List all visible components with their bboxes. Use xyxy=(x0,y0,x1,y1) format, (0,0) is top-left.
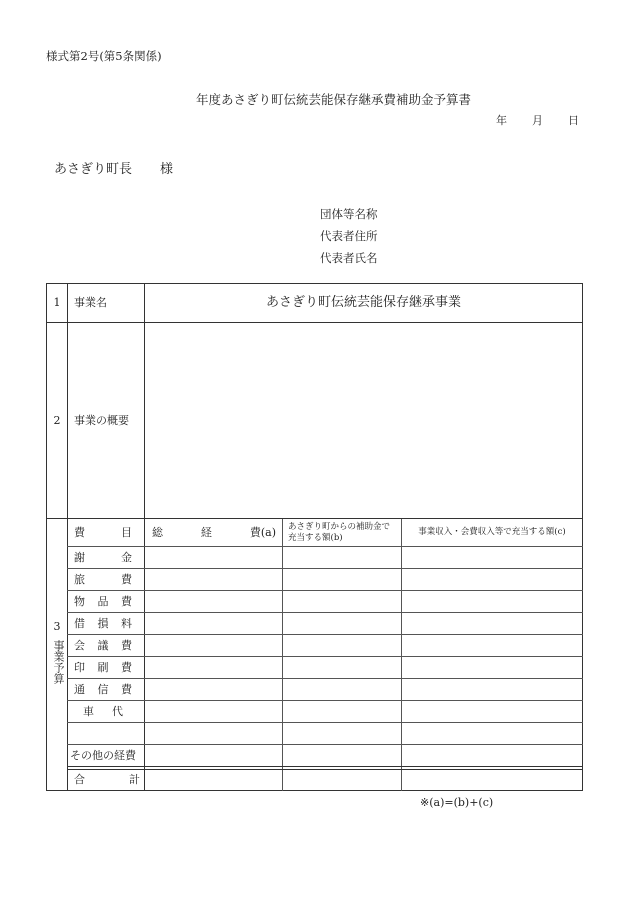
budget-row-sep xyxy=(67,612,583,613)
budget-item-char: 車 xyxy=(83,704,94,718)
date-year-label: 年 xyxy=(496,114,507,127)
budget-item-label xyxy=(74,657,132,678)
col-header-total-char: 経 xyxy=(200,525,212,539)
budget-item-label xyxy=(74,591,132,612)
col-header-subsidy: あさぎり町からの補助金で充当する額(b) xyxy=(288,522,391,543)
budget-item-char: 刷 xyxy=(97,660,109,674)
total-row-label xyxy=(74,770,140,790)
budget-item-char: 旅 xyxy=(74,572,85,586)
addressee-honorific: 様 xyxy=(160,162,174,177)
total-row-sep-upper xyxy=(67,766,583,767)
table-col-sep-subsidy xyxy=(401,518,402,791)
budget-item-char: 費 xyxy=(121,572,132,586)
budget-row-sep xyxy=(67,722,583,723)
budget-row-sep xyxy=(67,590,583,591)
formula-footnote: ※(a)=(b)+(c) xyxy=(420,796,494,809)
table-border-bottom xyxy=(46,790,583,791)
budget-item-label xyxy=(74,635,132,656)
budget-item-char: 通 xyxy=(74,682,85,696)
date-month-label: 月 xyxy=(532,114,543,127)
date-day-label: 日 xyxy=(568,114,579,127)
row1-number: 1 xyxy=(53,296,61,310)
table-border-right xyxy=(582,283,583,791)
row2-label: 事業の概要 xyxy=(74,413,129,427)
table-col-sep-total xyxy=(282,518,283,791)
budget-item-char: 議 xyxy=(97,638,109,652)
row2-number: 2 xyxy=(53,413,61,427)
row3-number: 3 xyxy=(53,620,61,634)
budget-item-label xyxy=(74,547,132,568)
document-title: 年度あさぎり町伝統芸能保存継承費補助金予算書 xyxy=(196,92,472,107)
budget-item-char: 料 xyxy=(121,616,132,630)
budget-row-sep xyxy=(67,744,583,745)
form-number: 様式第2号(第5条関係) xyxy=(46,49,162,63)
budget-item-char: 品 xyxy=(97,594,109,608)
budget-item-char: 費 xyxy=(121,660,132,674)
budget-item-char: 印 xyxy=(74,660,85,674)
budget-item-label xyxy=(74,679,132,700)
budget-row-sep xyxy=(67,634,583,635)
budget-item-char: 損 xyxy=(97,616,109,630)
budget-item-char: 費 xyxy=(121,594,132,608)
col-header-item xyxy=(74,519,132,546)
budget-row-sep xyxy=(67,546,583,547)
col-header-income: 事業収入・会費収入等で充当する額(c) xyxy=(418,527,566,538)
budget-item-char: 借 xyxy=(74,616,85,630)
budget-item-label-other: その他の経費 xyxy=(70,748,136,762)
budget-item-char: 費 xyxy=(121,638,132,652)
rep-name-label: 代表者氏名 xyxy=(320,251,378,265)
project-overview-field[interactable] xyxy=(145,323,582,518)
budget-item-label xyxy=(74,613,132,634)
org-name-label: 団体等名称 xyxy=(320,207,378,221)
budget-item-char: 金 xyxy=(121,550,132,564)
budget-row-sep xyxy=(67,700,583,701)
col-header-total xyxy=(152,519,276,546)
budget-item-char: 信 xyxy=(97,682,109,696)
rep-address-label: 代表者住所 xyxy=(320,229,378,243)
budget-item-char: 会 xyxy=(74,638,85,652)
total-row-char: 計 xyxy=(129,773,140,787)
col-header-total-char: 総 xyxy=(152,525,163,539)
addressee-name: あさぎり町長 xyxy=(54,162,133,177)
row1-label: 事業名 xyxy=(74,296,107,310)
project-name-value: あさぎり町伝統芸能保存継承事業 xyxy=(265,295,461,311)
budget-row-sep xyxy=(67,568,583,569)
budget-item-label xyxy=(74,701,132,722)
row3-section-label: 事業予算 xyxy=(52,640,65,684)
col-header-item-char: 費 xyxy=(74,525,85,539)
budget-item-char: 代 xyxy=(112,704,123,718)
col-header-total-char: 費(a) xyxy=(249,525,276,539)
table-col-sep-number xyxy=(67,283,68,791)
budget-row-sep xyxy=(67,678,583,679)
budget-item-char: 費 xyxy=(121,682,132,696)
budget-row-sep xyxy=(67,656,583,657)
total-row-char: 合 xyxy=(74,773,85,787)
budget-item-label xyxy=(74,569,132,590)
total-row-sep-lower xyxy=(67,769,583,770)
col-header-item-char: 目 xyxy=(121,525,132,539)
budget-item-char: 謝 xyxy=(74,550,85,564)
budget-item-char: 物 xyxy=(74,594,85,608)
